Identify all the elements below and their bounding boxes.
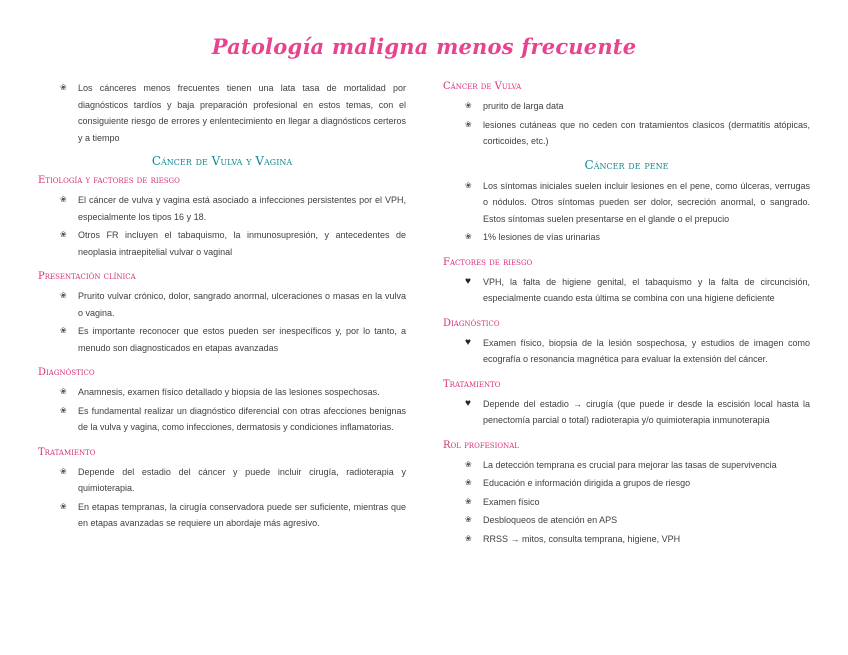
section-heading-vulva-vagina: Cáncer de Vulva y Vagina bbox=[151, 154, 293, 168]
flower-bullet-icon: ❀ bbox=[60, 387, 67, 396]
section-title-tratamiento-pene: Tratamiento bbox=[443, 378, 501, 390]
section-title-etiologia: Etiología y factores de riesgo bbox=[38, 175, 180, 186]
heart-bullet-icon: ♥ bbox=[465, 275, 471, 287]
flower-bullet-icon: ❀ bbox=[60, 501, 67, 511]
list-item: ❀ lesiones cutáneas que no ceden con tratamientos clasicos (dermatitis atópicas, corticoides, etc.) bbox=[443, 117, 810, 150]
list-item: ❀ Es fundamental realizar un diagnóstico diferencial con otras afecciones benignas de la vulva y vagina, como infecciones, dermatosis y condiciones inflamatorias. bbox=[38, 403, 406, 436]
section-title-cancer-vulva: Cáncer de Vulva bbox=[443, 81, 522, 92]
flower-bullet-icon: ❀ bbox=[465, 515, 472, 524]
list-item: ❀ Desbloqueos de atención en APS bbox=[443, 512, 810, 529]
list-item: ❀ Examen físico bbox=[443, 494, 810, 511]
list-item: ♥ Examen físico, biopsia de la lesión sospechosa, y estudios de imagen como ecografía o resonancia magnética para evaluar la extensión del cáncer. bbox=[465, 336, 810, 364]
section-title-tratamiento: Tratamiento bbox=[38, 446, 96, 458]
flower-bullet-icon: ❀ bbox=[60, 326, 67, 335]
section-title-rol-profesional: Rol profesional bbox=[443, 439, 519, 451]
section-title-diagnostico-pene: Diagnóstico bbox=[443, 317, 500, 329]
list-item: ❀ Educación e información dirigida a grupos de riesgo bbox=[443, 475, 810, 492]
flower-bullet-icon: ❀ bbox=[465, 533, 472, 543]
section-title-presentacion: Presentación clínica bbox=[38, 271, 136, 282]
left-column bbox=[38, 80, 406, 534]
flower-bullet-icon: ❀ bbox=[60, 405, 67, 415]
right-column bbox=[443, 80, 810, 549]
list-item: ♥ Depende del estadio → cirugía (que puede ir desde la escisión local hasta la penectomía parcial o total) radioterapia y/o quimioterapia inmunoterapia bbox=[465, 397, 810, 425]
heart-bullet-icon: ♥ bbox=[465, 397, 471, 409]
list-item: ❀ Depende del estadio del cáncer y puede incluir cirugía, radioterapia y quimioterapia. bbox=[38, 464, 406, 497]
list-item: ❀ Los cánceres menos frecuentes tienen una lata tasa de mortalidad por diagnósticos tardíos y baja preparación profesional en estos temas, con el consiguiente riesgo de errores y enlentecimiento en llegar a diagnósticos certeros y a tiempo bbox=[38, 80, 406, 146]
flower-bullet-icon: ❀ bbox=[465, 232, 472, 241]
list-item: ❀ RRSS → mitos, consulta temprana, higiene, VPH bbox=[443, 531, 810, 548]
flower-bullet-icon: ❀ bbox=[465, 180, 472, 190]
flower-bullet-icon: ❀ bbox=[60, 466, 67, 476]
flower-bullet-icon: ❀ bbox=[465, 496, 472, 506]
heart-bullet-icon: ♥ bbox=[465, 336, 471, 348]
list-item: ❀ El cáncer de vulva y vagina está asociado a infecciones persistentes por el VPH, especialmente los tipos 16 y 18. bbox=[38, 192, 406, 225]
list-item: ❀ 1% lesiones de vías urinarias bbox=[443, 229, 810, 246]
flower-bullet-icon: ❀ bbox=[60, 83, 67, 92]
list-item: ♥ VPH, la falta de higiene genital, el tabaquismo y la falta de circuncisión, especialmente cuando esta última se combina con una higiene deficiente bbox=[465, 275, 810, 303]
list-item: ❀ prurito de larga data bbox=[443, 98, 810, 115]
flower-bullet-icon: ❀ bbox=[465, 101, 472, 110]
section-heading-cancer-pene: Cáncer de pene bbox=[584, 157, 669, 172]
list-item: ❀ La detección temprana es crucial para mejorar las tasas de supervivencia bbox=[443, 457, 810, 474]
flower-bullet-icon: ❀ bbox=[60, 291, 67, 300]
list-item: ❀ Prurito vulvar crónico, dolor, sangrado anormal, ulceraciones o masas en la vulva o vagina. bbox=[38, 288, 406, 321]
flower-bullet-icon: ❀ bbox=[465, 119, 472, 129]
flower-bullet-icon: ❀ bbox=[465, 478, 472, 487]
section-title-factores: Factores de riesgo bbox=[443, 256, 533, 268]
page-title: Patología maligna menos frecuente bbox=[211, 34, 637, 59]
list-item: ❀ Otros FR incluyen el tabaquismo, la inmunosupresión, y antecedentes de neoplasia intraepitelial vulvar o vaginal bbox=[38, 227, 406, 260]
flower-bullet-icon: ❀ bbox=[465, 459, 472, 469]
list-item: ❀ Es importante reconocer que estos pueden ser inespecíficos y, por lo tanto, a menudo son diagnosticados en etapas avanzadas bbox=[38, 323, 406, 356]
section-title-diagnostico: Diagnóstico bbox=[38, 367, 95, 378]
flower-bullet-icon: ❀ bbox=[60, 230, 67, 239]
flower-bullet-icon: ❀ bbox=[60, 195, 67, 204]
list-item: ❀ Anamnesis, examen físico detallado y biopsia de las lesiones sospechosas. bbox=[38, 384, 406, 401]
list-item: ❀ Los síntomas iniciales suelen incluir lesiones en el pene, como úlceras, verrugas o nódulos. Otros síntomas pueden ser dolor, secreción anormal, o sangrado. Estos síntomas suelen presentarse en el glande o el prepucio bbox=[443, 178, 810, 228]
list-item: ❀ En etapas tempranas, la cirugía conservadora puede ser suficiente, mientras que en etapas avanzadas se requiere un abordaje más agresivo. bbox=[38, 499, 406, 532]
